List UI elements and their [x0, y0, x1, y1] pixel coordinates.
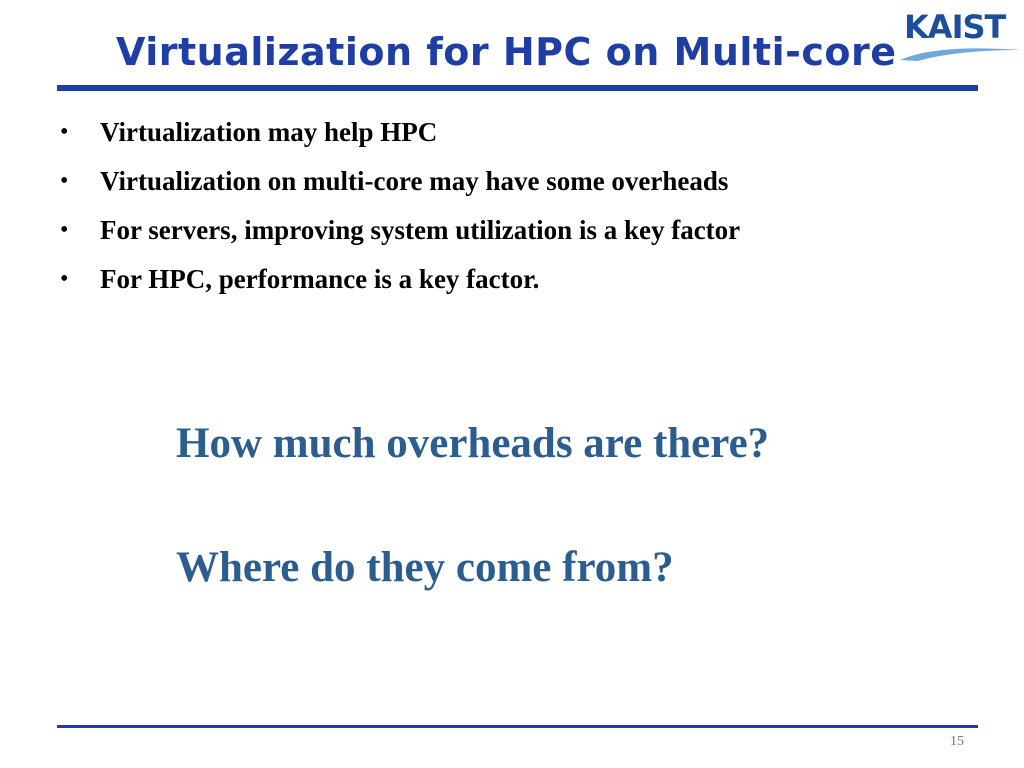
bullet-icon: •	[60, 266, 69, 292]
bullet-text: Virtualization on multi-core may have some overheads	[100, 166, 729, 196]
footer-rule	[57, 725, 978, 728]
bullet-item	[60, 257, 740, 306]
bullet-text: Virtualization may help HPC	[100, 117, 438, 147]
question-overheads: How much overheads are there?	[176, 420, 770, 467]
title-rule	[57, 85, 978, 91]
bullet-list	[60, 110, 740, 306]
slide-title: Virtualization for HPC on Multi-core	[116, 30, 897, 74]
logo-text: KAIST	[904, 8, 1006, 46]
bullet-icon: •	[60, 168, 69, 194]
page-number: 15	[950, 734, 964, 749]
bullet-icon: •	[60, 217, 69, 243]
bullet-icon: •	[60, 119, 69, 145]
bullet-text: For HPC, performance is a key factor.	[100, 264, 540, 294]
bullet-item	[60, 208, 740, 257]
question-source: Where do they come from?	[176, 544, 674, 591]
bullet-item	[60, 159, 740, 208]
bullet-text: For servers, improving system utilization is a key factor	[100, 215, 741, 245]
bullet-item	[60, 110, 740, 159]
